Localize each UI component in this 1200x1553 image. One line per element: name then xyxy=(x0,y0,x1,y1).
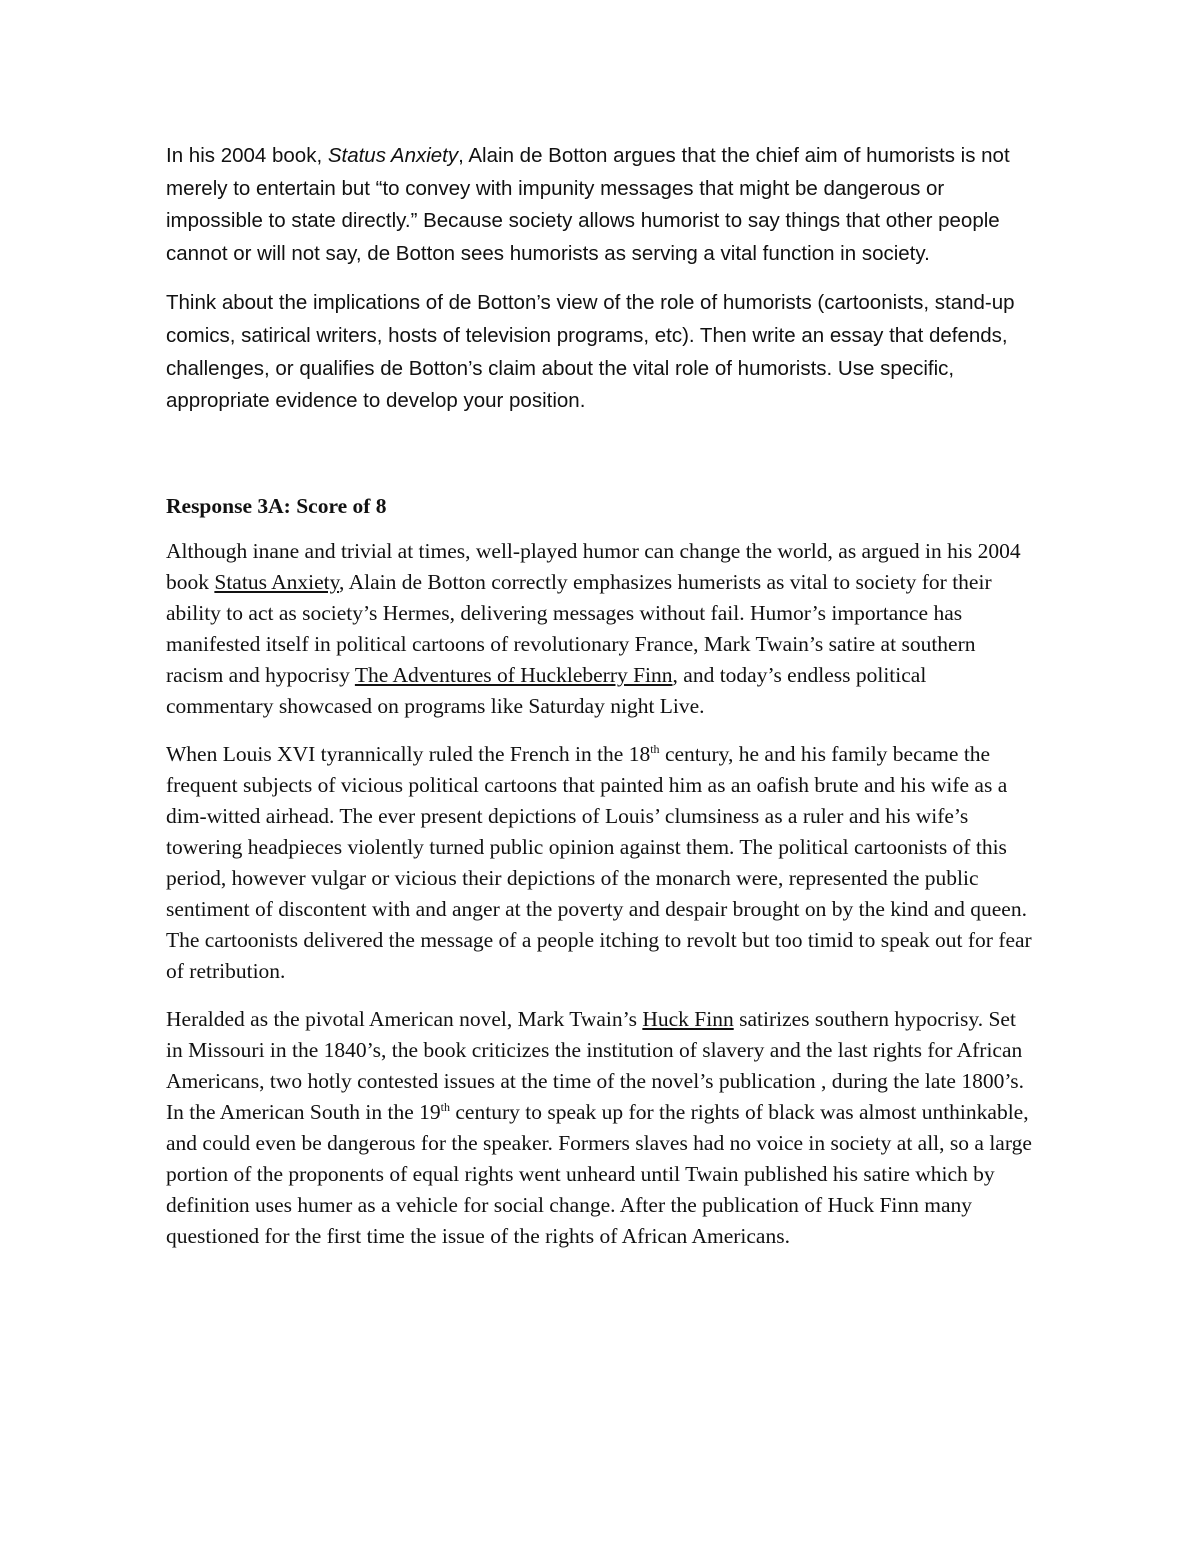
essay-response xyxy=(166,491,1036,1252)
book-title: Status Anxiety xyxy=(327,144,459,167)
document-page xyxy=(166,140,1036,1269)
response-paragraph-2: When Louis XVI tyrannically ruled the French in the 18th century, he and his family became the frequent subjects of vicious political cartoons that painted him as an oafish brute and his wife as a dim-witted airhead. The ever present depictions of Louis’ clumsiness as a ruler and his wife’s towering headpieces violently turned public opinion against them. The political cartoonists of this period, however vulgar or vicious their depictions of the monarch were, represented the public sentiment of discontent with and anger at the poverty and despair brought on by the kind and queen. The cartoonists delivered the message of a people itching to revolt but too timid to speak out for fear of retribution. xyxy=(166,741,1032,983)
ordinal-suffix: th xyxy=(650,741,660,756)
response-heading: Response 3A: Score of 8 xyxy=(166,493,387,518)
book-title: Huck Finn xyxy=(642,1006,734,1031)
ordinal-suffix: th xyxy=(440,1099,451,1114)
book-title: Status Anxiety xyxy=(214,569,339,594)
response-paragraph-1: Although inane and trivial at times, well-played humor can change the world, as argued in his 2004 book Status Anxiety, Alain de Botton correctly emphasizes humerists as vital to society for their ability to act as society’s Hermes, delivering messages without fail. Humor’s importance has manifested itself in political cartoons of revolutionary France, Mark Twain’s satire at southern racism and hypocrisy The Adventures of Huckleberry Finn, and today’s endless political commentary showcased on programs like Saturday night Live. xyxy=(166,538,1021,718)
essay-prompt xyxy=(166,140,1036,418)
response-paragraph-3: Heralded as the pivotal American novel, Mark Twain’s Huck Finn satirizes southern hypocrisy. Set in Missouri in the 1840’s, the book criticizes the institution of slavery and the last rights for African Americans, two hotly contested issues at the time of the novel’s publication , during the late 1800’s. In the American South in the 19th century to speak up for the rights of black was almost unthinkable, and could even be dangerous for the speaker. Formers slaves had no voice in society at all, so a large portion of the proponents of equal rights went unheard until Twain published his satire which by definition uses humer as a vehicle for social change. After the publication of Huck Finn many questioned for the first time the issue of the rights of African Americans. xyxy=(166,1006,1032,1248)
prompt-paragraph-2: Think about the implications of de Botton’s view of the role of humorists (cartoonists, stand-up comics, satirical writers, hosts of television programs, etc). Then write an essay that defends, challenges, or qualifies de Botton’s claim about the vital role of humorists. Use specific, appropriate evidence to develop your position. xyxy=(166,291,1015,413)
book-title: The Adventures of Huckleberry Finn xyxy=(354,662,673,687)
prompt-paragraph-1: In his 2004 book, Status Anxiety, Alain de Botton argues that the chief aim of humorists is not merely to entertain but “to convey with impunity messages that might be dangerous or impossible to state directly.” Because society allows humorist to say things that other people cannot or will not say, de Botton sees humorists as serving a vital function in society. xyxy=(166,144,1010,265)
